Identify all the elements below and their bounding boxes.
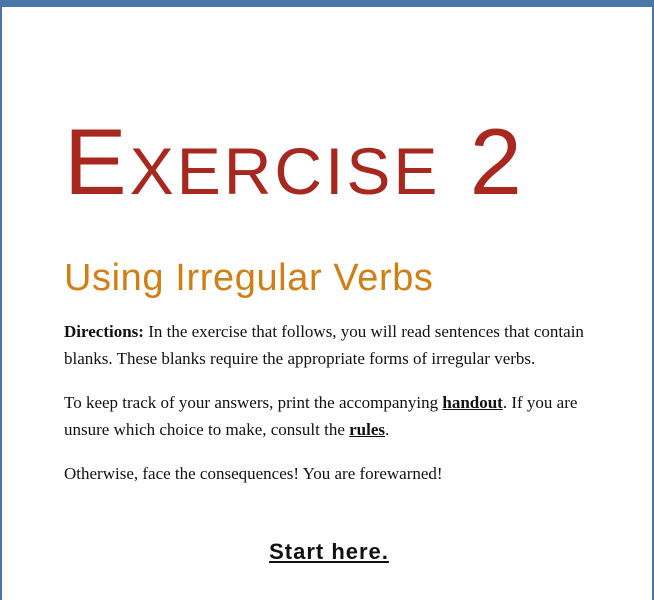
directions-label: Directions: [64, 322, 144, 341]
page-title: Exercise 2 [64, 109, 525, 214]
instructions [64, 319, 624, 506]
handout-link[interactable]: handout [442, 393, 503, 412]
tracking-paragraph [64, 390, 624, 443]
directions-paragraph [64, 319, 624, 372]
start-here-link[interactable]: Start here. [269, 539, 389, 564]
warning-paragraph: Otherwise, face the consequences! You are forewarned! [64, 464, 443, 483]
directions-text: In the exercise that follows, you will read sentences that contain blanks. These blanks require the appropriate forms of irregular verbs. [64, 322, 584, 368]
rules-link[interactable]: rules [349, 419, 386, 439]
tracking-text-middle: . If you are unsure which choice to make, consult the [64, 393, 578, 439]
tracking-text-after: . [385, 419, 390, 439]
start-container [2, 539, 654, 565]
tracking-text-before: To keep track of your answers, print the accompanying [64, 393, 443, 412]
page-subtitle: Using Irregular Verbs [64, 257, 434, 299]
